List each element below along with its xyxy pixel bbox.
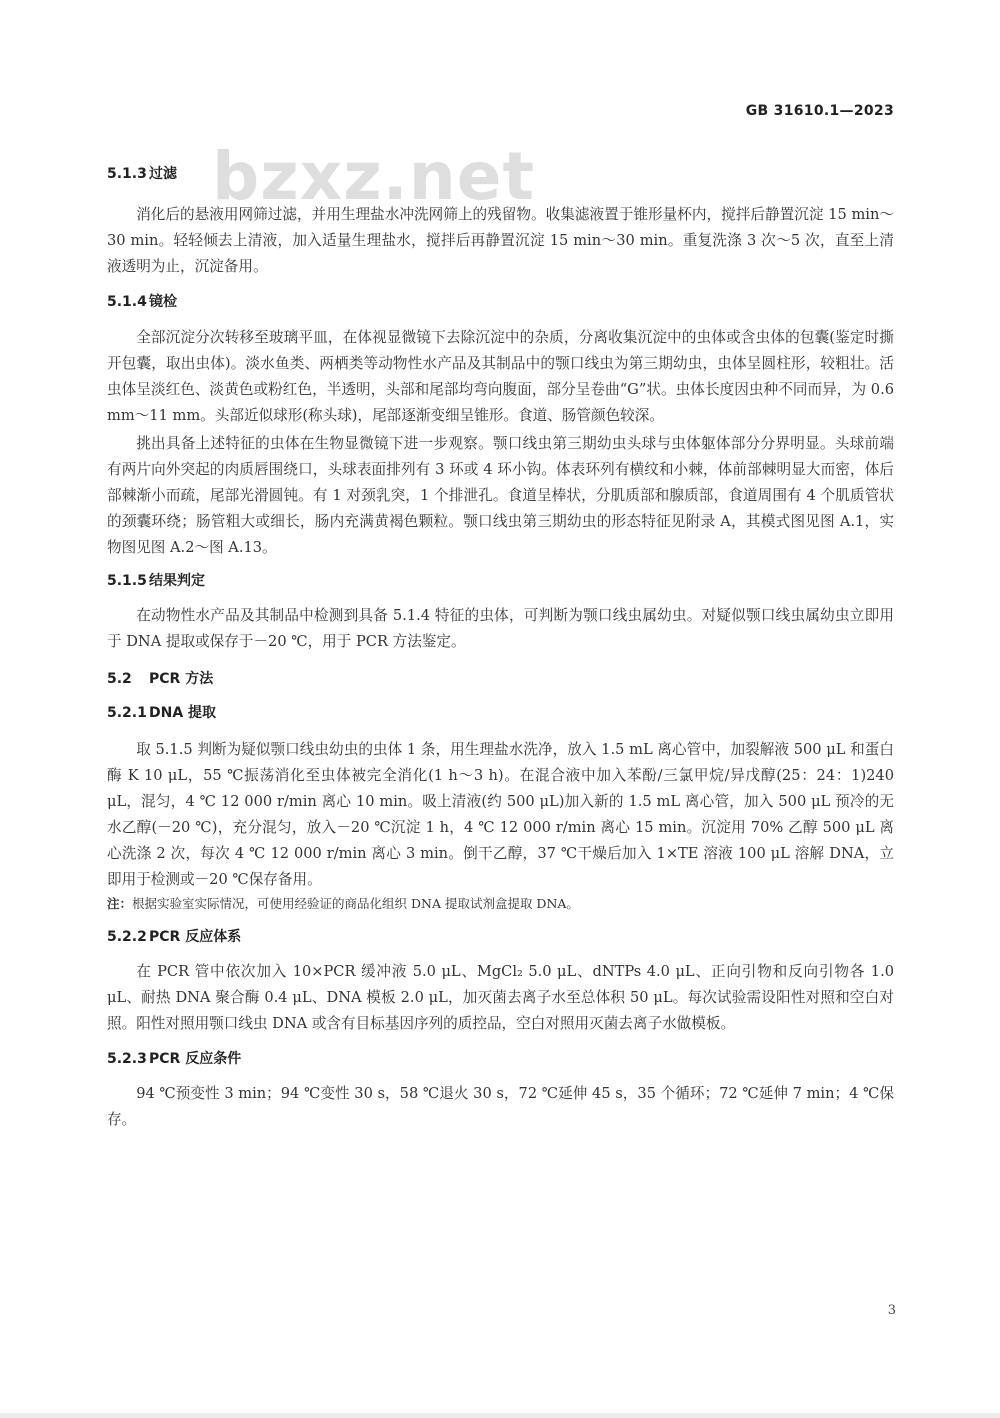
- paragraph: 消化后的悬液用网筛过滤，并用生理盐水冲洗网筛上的残留物。收集滤液置于锥形量杯内，搅拌后静置沉淀 15 min～30 min。轻轻倾去上清液，加入适量生理盐水，搅拌后再静置沉淀 15 min～30 min。重复洗涤 3 次～5 次，直至上清液透明为止，沉淀备用。: [107, 206, 894, 275]
- section-title: 镜检: [149, 294, 177, 310]
- note-text: 根据实验室实际情况，可使用经验证的商品化组织 DNA 提取试剂盒提取 DNA。: [132, 896, 579, 911]
- section-title: 结果判定: [149, 573, 205, 589]
- section-heading-5-2: [107, 665, 894, 693]
- section-heading-5-1-3: [107, 160, 894, 188]
- page-edge: [0, 1413, 1000, 1418]
- section-number: 5.1.5: [107, 573, 147, 589]
- section-title: 过滤: [149, 166, 177, 182]
- section-heading-5-2-3: [107, 1045, 894, 1073]
- section-heading-5-2-2: [107, 923, 894, 951]
- section-number: 5.2.3: [107, 1051, 147, 1067]
- document-code: GB 31610.1—2023: [745, 103, 894, 119]
- paragraph: 取 5.1.5 判断为疑似颚口线虫幼虫的虫体 1 条，用生理盐水洗净，放入 1.5 mL 离心管中，加裂解液 500 μL 和蛋白酶 K 10 μL，55 ℃振荡消化至虫体被完全消化(1 h～3 h)。在混合液中加入苯酚/三氯甲烷/异戊醇(25：24：1)240 μL，混匀，4 ℃ 12 000 r/min 离心 10 min。吸上清液(约 500 μL)加入新的 1.5 mL 离心管，加入 500 μL 预冷的无水乙醇(－20 ℃)，充分混匀，放入－20 ℃沉淀 1 h，4 ℃ 12 000 r/min 离心 15 min。沉淀用 70% 乙醇 500 μL 离心洗涤 2 次，每次 4 ℃ 12 000 r/min 离心 3 min。倒干乙醇，37 ℃干燥后加入 1×TE 溶液 100 μL 溶解 DNA，立即用于检测或－20 ℃保存备用。: [107, 741, 894, 888]
- paragraph: 挑出具备上述特征的虫体在生物显微镜下进一步观察。颚口线虫第三期幼虫头球与虫体躯体部分分界明显。头球前端有两片向外突起的肉质唇围绕口，头球表面排列有 3 环或 4 环小钩。体表环列有横纹和小棘，体前部棘明显大而密，体后部棘渐小而疏，尾部光滑圆钝。有 1 对颈乳突，1 个排泄孔。食道呈棒状，分肌质部和腺质部，食道周围有 4 个肌质管状的颈囊环绕；肠管粗大或细长，肠内充满黄褐色颗粒。颚口线虫第三期幼虫的形态特征见附录 A，其模式图见图 A.1，实物图见图 A.2～图 A.13。: [107, 435, 894, 556]
- page-number: 3: [887, 1303, 896, 1318]
- section-heading-5-1-4: [107, 288, 894, 316]
- section-number: 5.1.3: [107, 166, 147, 182]
- section-number: 5.1.4: [107, 294, 147, 310]
- watermark: bzxz.net: [212, 138, 536, 215]
- paragraph: 全部沉淀分次转移至玻璃平皿，在体视显微镜下去除沉淀中的杂质，分离收集沉淀中的虫体或含虫体的包囊(鉴定时撕开包囊，取出虫体)。淡水鱼类、两栖类等动物性水产品及其制品中的颚口线虫为第三期幼虫，虫体呈圆柱形，较粗壮。活虫体呈淡红色、淡黄色或粉红色，半透明，头部和尾部均弯向腹面，部分呈卷曲“G”状。虫体长度因虫种不同而异，为 0.6 mm～11 mm。头部近似球形(称头球)，尾部逐渐变细呈锥形。食道、肠管颜色较深。: [107, 329, 894, 424]
- section-title: PCR 反应体系: [149, 929, 242, 945]
- section-title: PCR 反应条件: [149, 1051, 242, 1067]
- section-heading-5-2-1: [107, 699, 894, 727]
- paragraph: 94 ℃预变性 3 min；94 ℃变性 30 s，58 ℃退火 30 s，72 ℃延伸 45 s，35 个循环；72 ℃延伸 7 min；4 ℃保存。: [107, 1085, 894, 1128]
- note-label: 注：: [107, 896, 133, 911]
- section-number: 5.2: [107, 671, 132, 687]
- section-title: DNA 提取: [149, 705, 217, 721]
- note: [107, 893, 894, 915]
- section-title: PCR 方法: [149, 671, 214, 687]
- section-heading-5-1-5: [107, 567, 894, 595]
- section-number: 5.2.2: [107, 929, 147, 945]
- paragraph: 在 PCR 管中依次加入 10×PCR 缓冲液 5.0 μL、MgCl₂ 5.0 μL、dNTPs 4.0 μL、正向引物和反向引物各 1.0 μL、耐热 DNA 聚合酶 0.4 μL、DNA 模板 2.0 μL，加灭菌去离子水至总体积 50 μL。每次试验需设阳性对照和空白对照。阳性对照用颚口线虫 DNA 或含有目标基因序列的质控品，空白对照用灭菌去离子水做模板。: [107, 963, 894, 1032]
- paragraph: 在动物性水产品及其制品中检测到具备 5.1.4 特征的虫体，可判断为颚口线虫属幼虫。对疑似颚口线虫属幼虫立即用于 DNA 提取或保存于－20 ℃，用于 PCR 方法鉴定。: [107, 607, 894, 650]
- document-body: [107, 160, 894, 1133]
- section-number: 5.2.1: [107, 705, 147, 721]
